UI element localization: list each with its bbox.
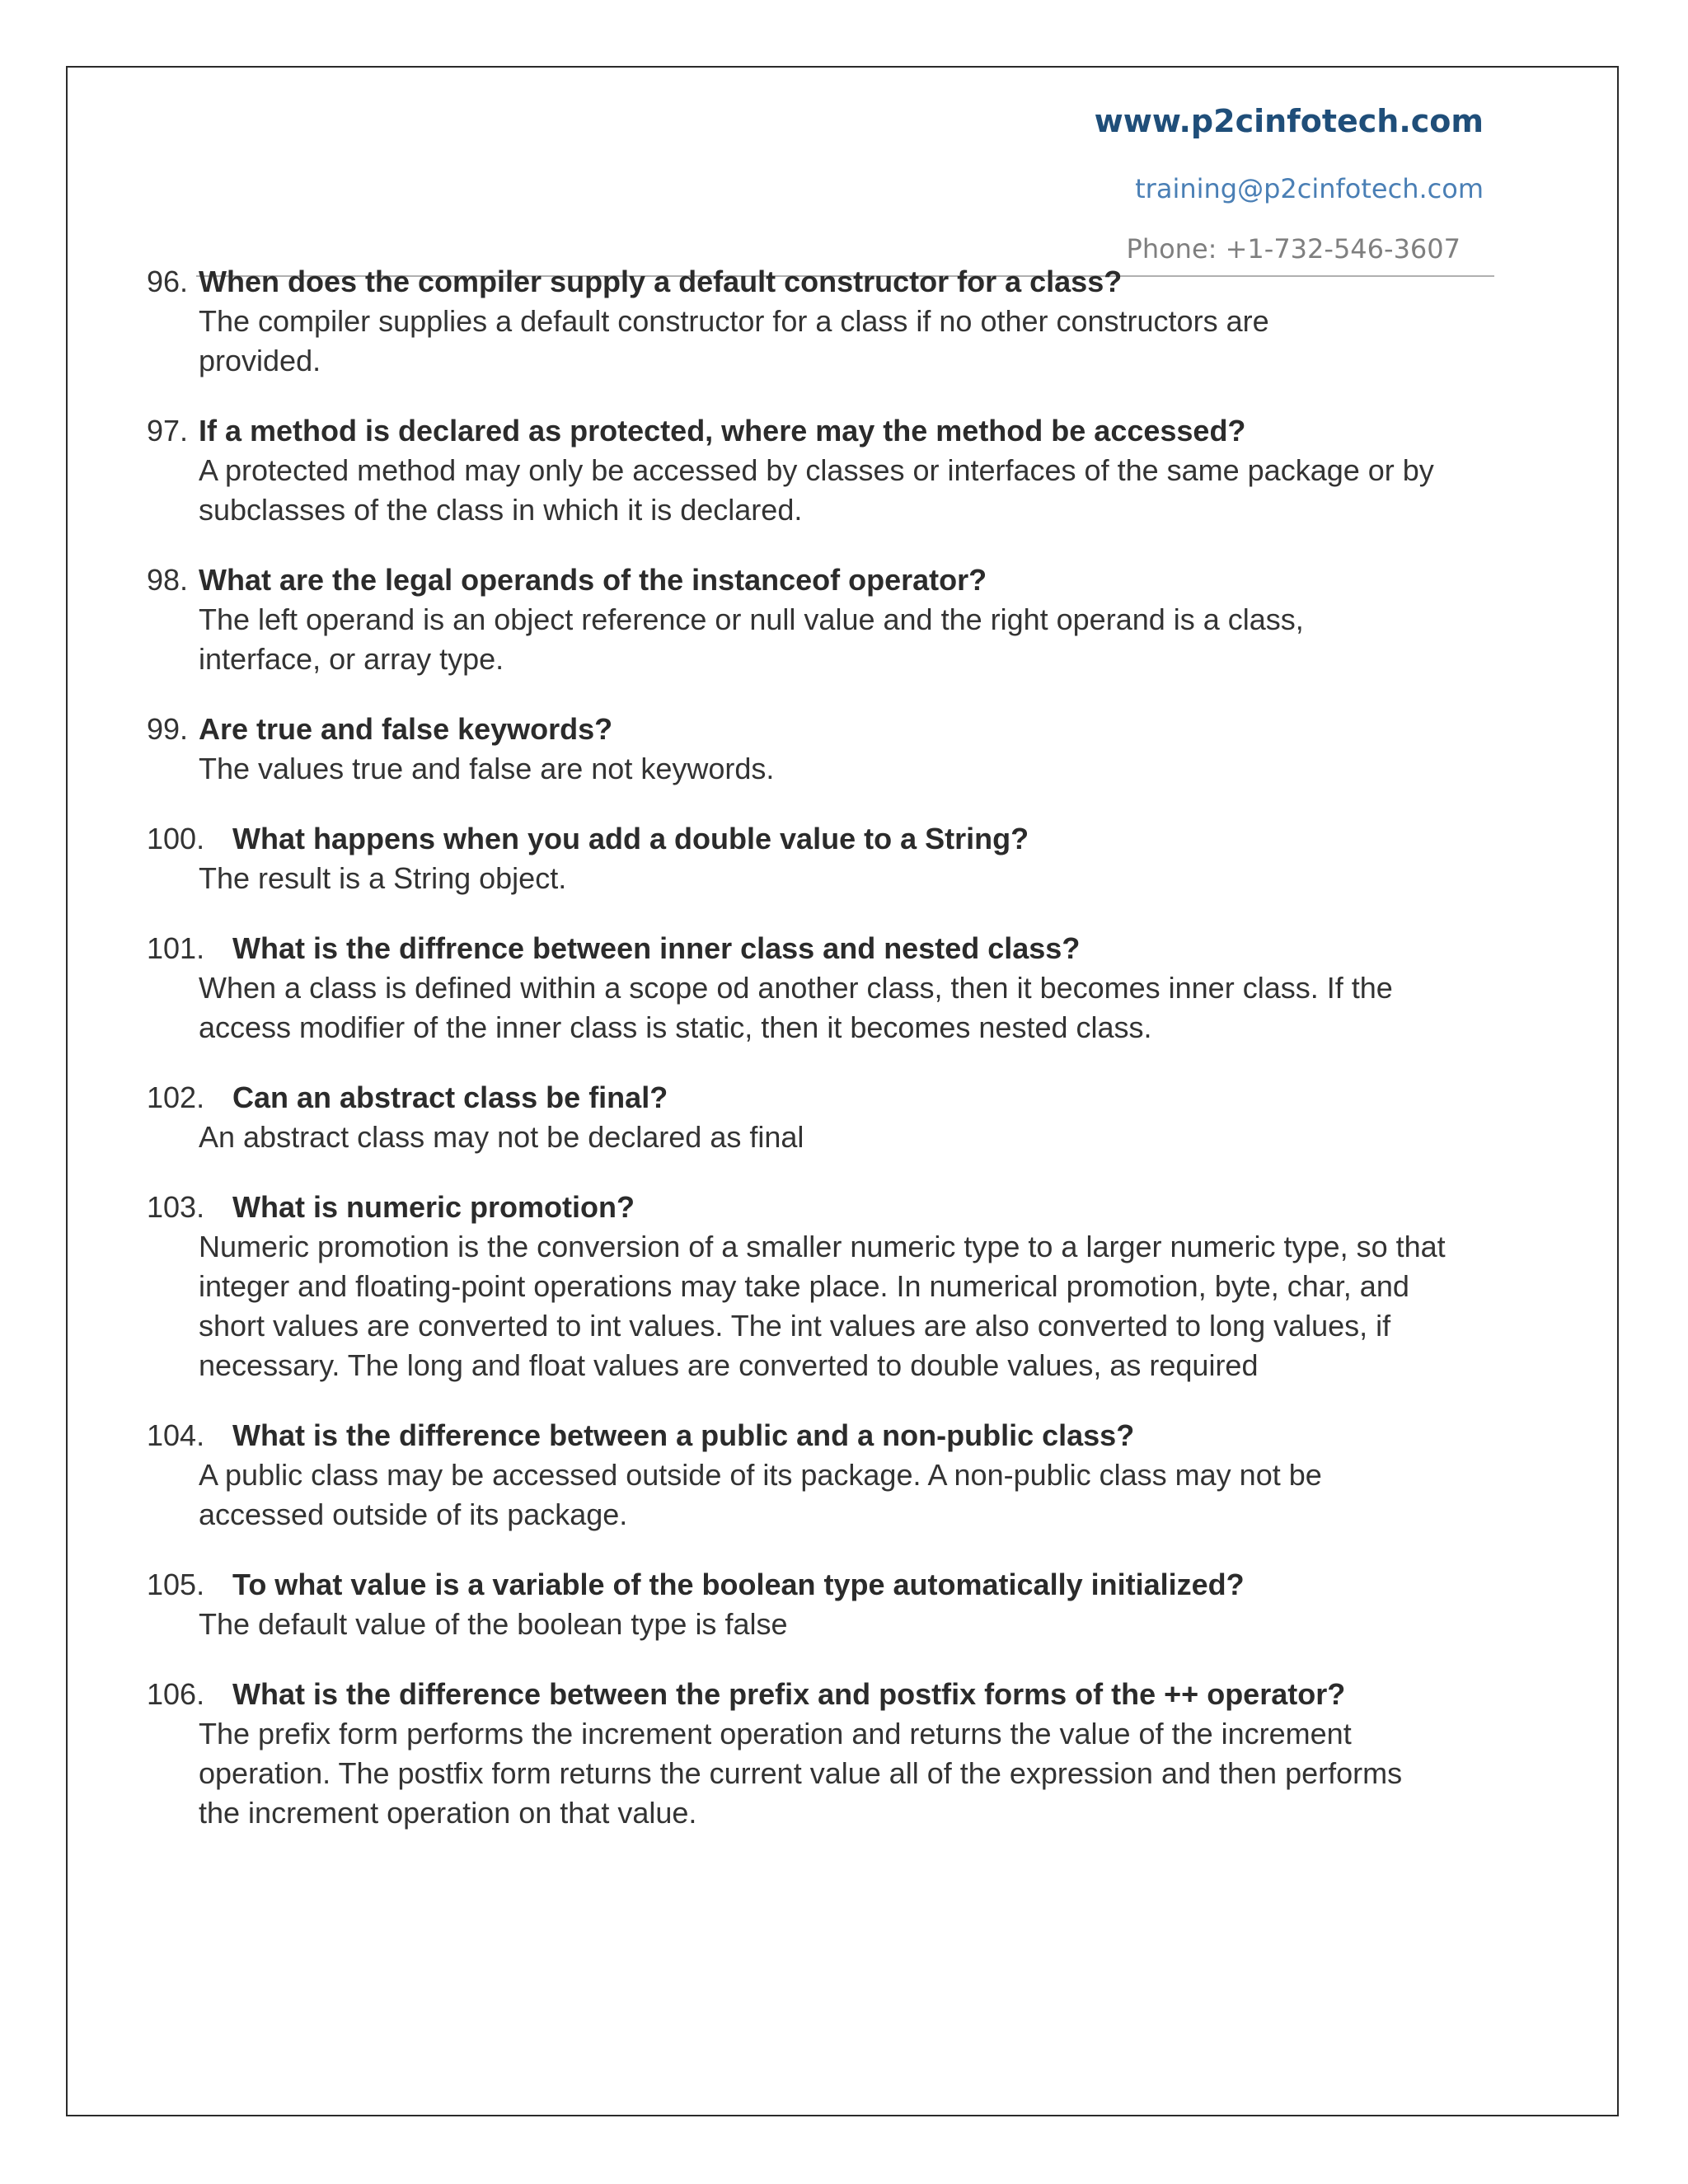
question-number: 98. [147,563,189,597]
question-number: 104. [147,1418,205,1452]
answer-text: The compiler supplies a default constructor for a class if no other constructors are provided. [199,304,1269,377]
answer-text: An abstract class may not be declared as final [199,1120,804,1154]
answer-text: A public class may be accessed outside of its package. A non-public class may not be accessed outside of its package. [199,1458,1322,1531]
question-text: Are true and false keywords? [199,712,613,746]
question-number: 102. [147,1080,205,1114]
question-text: What are the legal operands of the instanceof operator? [199,563,987,597]
website-link[interactable]: www.p2cinfotech.com [1094,103,1484,139]
question-number: 99. [147,712,189,746]
question-number: 100. [147,822,205,855]
question-number: 105. [147,1568,205,1601]
qa-item [147,819,1498,898]
question-text: What is the difference between the prefix and postfix forms of the ++ operator? [232,1677,1346,1711]
qa-item [147,1188,1498,1385]
qa-item [147,1675,1498,1833]
question-number: 101. [147,931,205,965]
question-text: If a method is declared as protected, where may the method be accessed? [199,414,1246,448]
question-text: To what value is a variable of the boolean type automatically initialized? [232,1568,1245,1601]
question-number: 106. [147,1677,205,1711]
answer-text: The prefix form performs the increment operation and returns the value of the increment operation. The postfix form returns the current value all of the expression and then performs the increment operation on that value. [199,1717,1403,1830]
answer-text: A protected method may only be accessed by classes or interfaces of the same package or by subclasses of the class in which it is declared. [199,453,1434,527]
question-text: Can an abstract class be final? [232,1080,668,1114]
question-text: What is numeric promotion? [232,1190,635,1224]
question-text: What is the difference between a public and a non-public class? [232,1418,1135,1452]
answer-text: Numeric promotion is the conversion of a smaller numeric type to a larger numeric type, so that integer and floating-point operations may take place. In numerical promotion, byte, char, and short values are converted to int values. The int values are also converted to long values, if necessary. The long and float values are converted to double values, as required [199,1230,1446,1382]
question-number: 96. [147,265,189,298]
qa-item [147,1565,1498,1644]
qa-item [147,1078,1498,1157]
question-text: What happens when you add a double value to a String? [232,822,1029,855]
qa-item [147,411,1498,530]
question-text: When does the compiler supply a default constructor for a class? [199,265,1123,298]
answer-text: The values true and false are not keywords. [199,752,775,785]
qa-item [147,929,1498,1047]
qa-item [147,710,1498,789]
answer-text: The default value of the boolean type is false [199,1607,788,1641]
answer-text: When a class is defined within a scope od another class, then it becomes inner class. If the access modifier of the inner class is static, then it becomes nested class. [199,971,1393,1044]
question-number: 97. [147,414,189,448]
qa-item [147,262,1498,381]
qa-item [147,1416,1498,1535]
question-text: What is the diffrence between inner class and nested class? [232,931,1081,965]
question-number: 103. [147,1190,205,1224]
email-link[interactable]: training@p2cinfotech.com [1135,173,1484,204]
qa-item [147,560,1498,679]
answer-text: The left operand is an object reference or null value and the right operand is a class, interface, or array type. [199,602,1304,676]
phone-number: Phone: +1-732-546-3607 [1126,233,1461,265]
answer-text: The result is a String object. [199,861,567,895]
question-list [147,262,1498,1833]
